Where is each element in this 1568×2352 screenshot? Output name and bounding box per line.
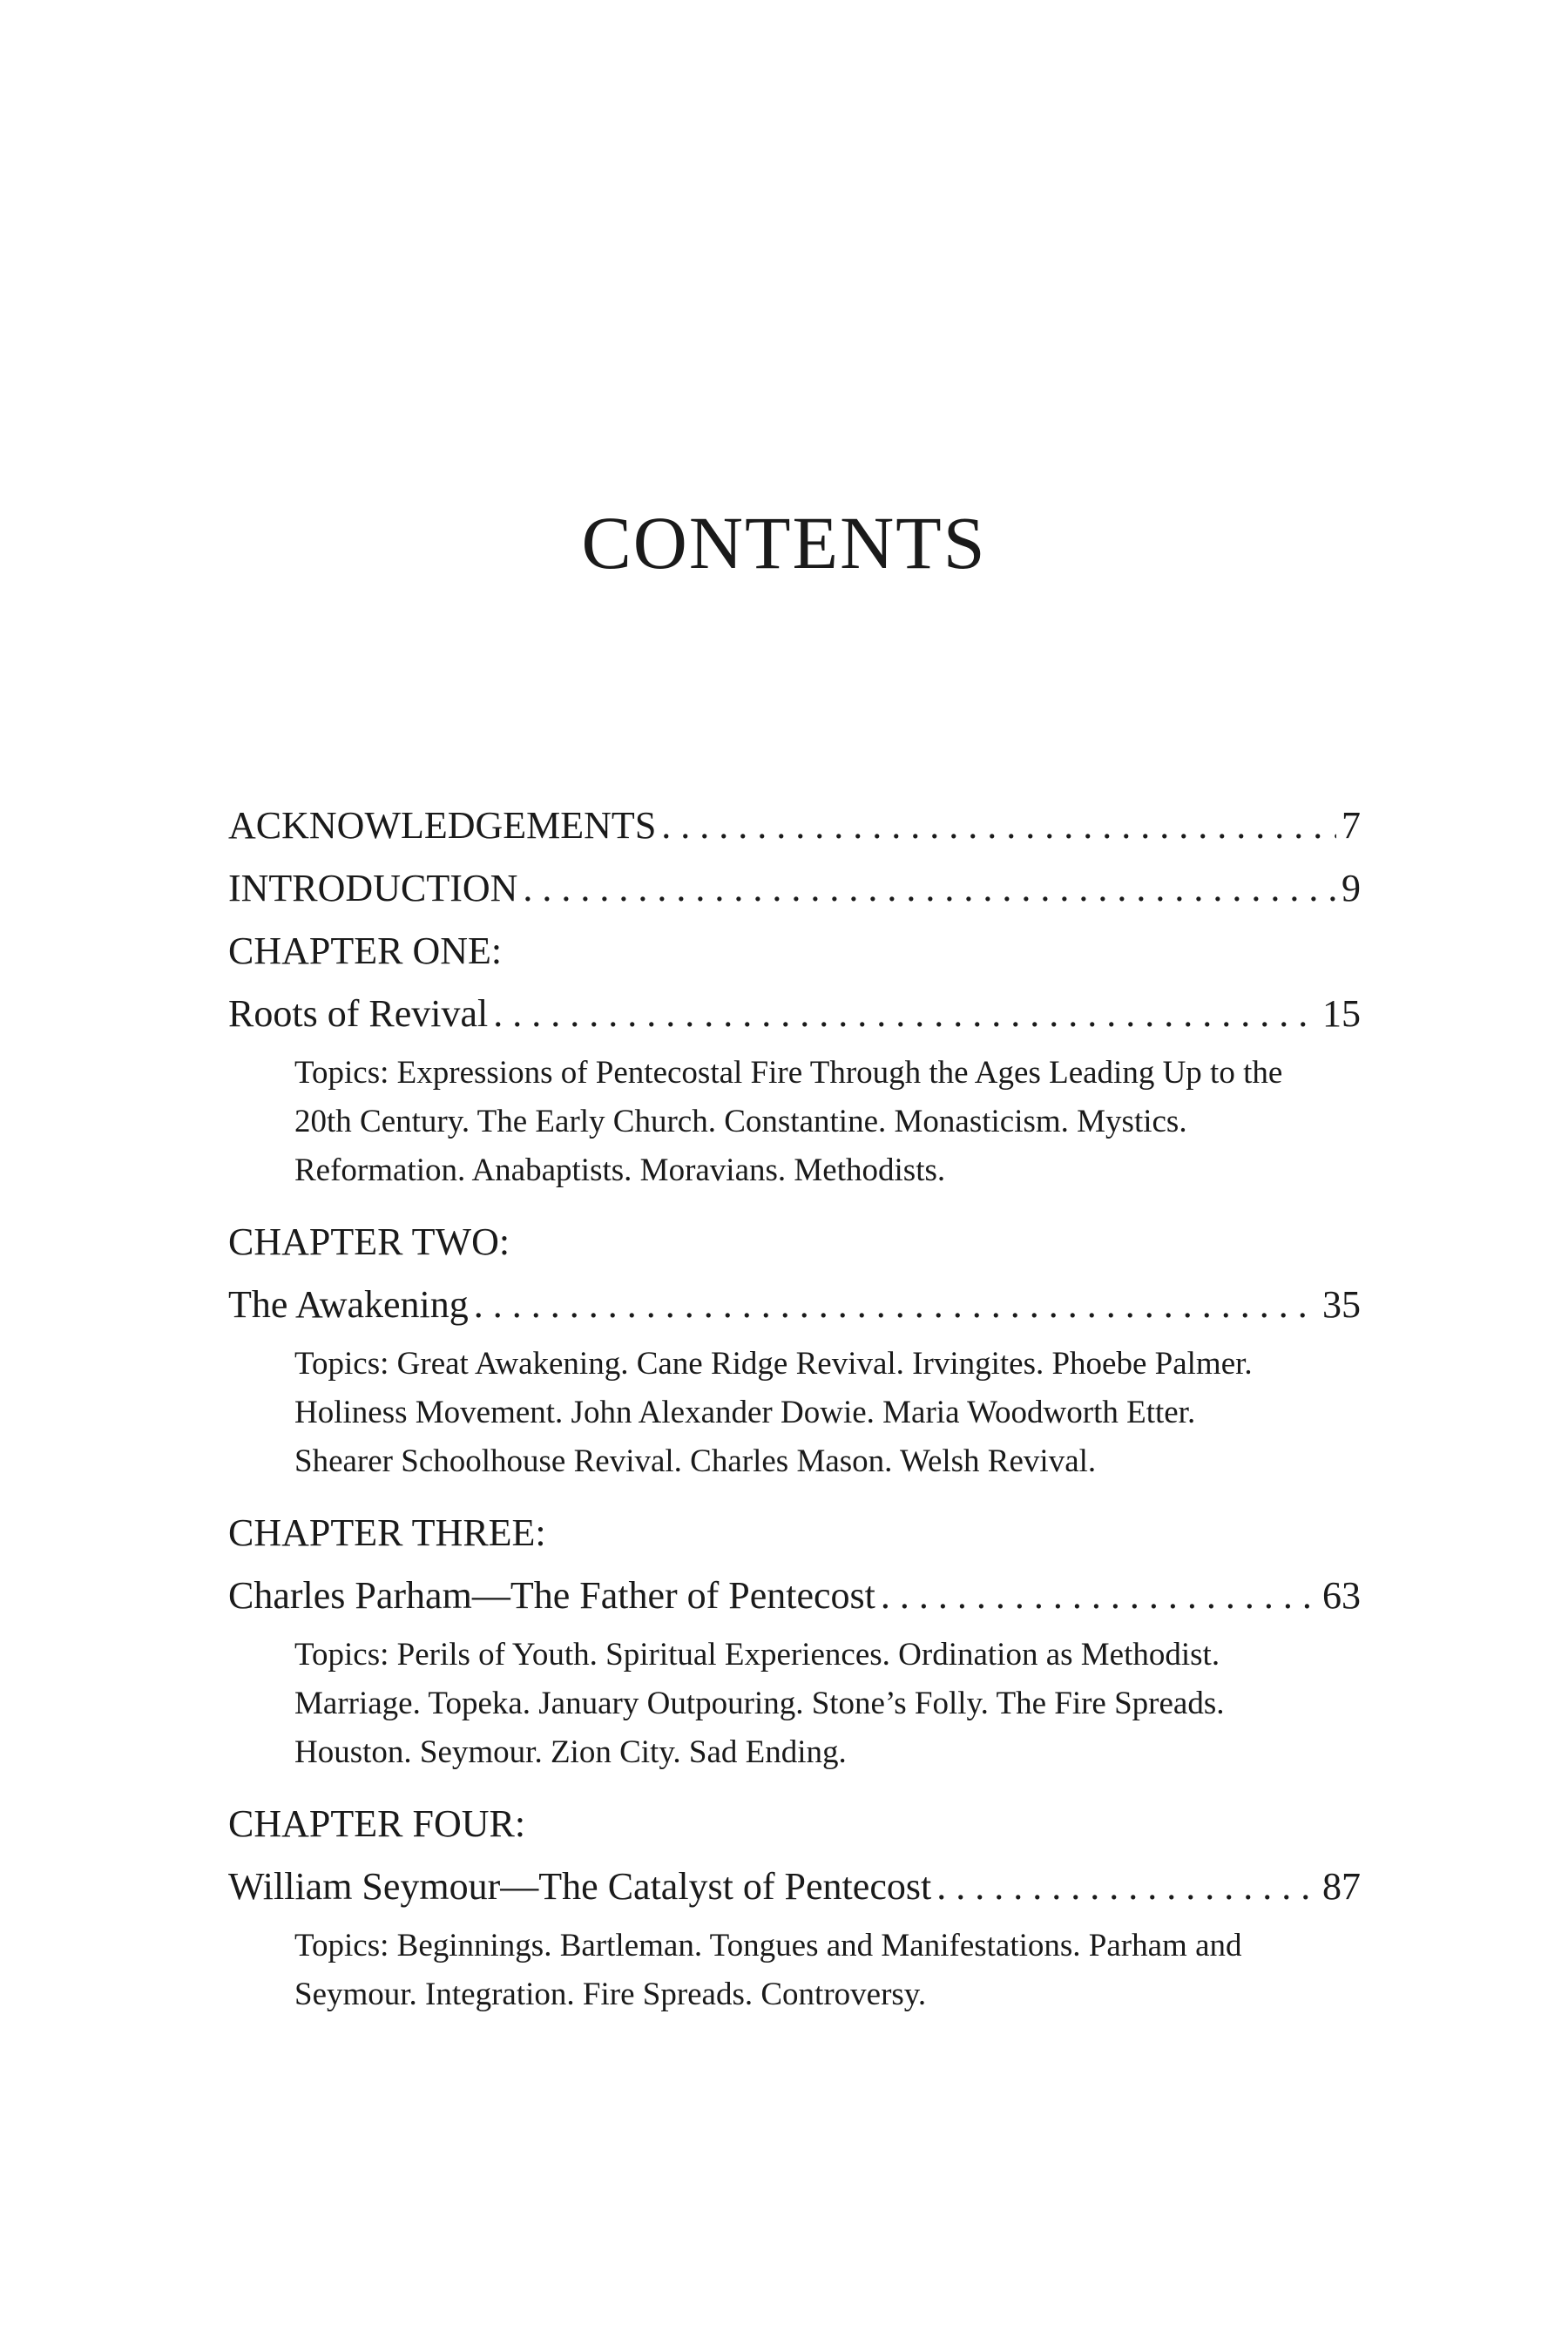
toc-entry-introduction [228,857,1361,920]
chapter-topics: Topics: Great Awakening. Cane Ridge Revival. Irvingites. Phoebe Palmer. Holiness Movement. John Alexander Dowie. Maria Woodworth Etter. Shearer Schoolhouse Revival. Charles Mason. Welsh Revival. [294,1346,1253,1479]
chapter-heading: CHAPTER THREE: [228,1511,546,1554]
chapter-topics: Topics: Expressions of Pentecostal Fire Through the Ages Leading Up to the 20th Century. The Early Church. Constantine. Monasticism. Mystics. Reformation. Anabaptists. Moravians. Methodists. [294,1055,1283,1188]
page-title: CONTENTS [581,501,987,585]
toc-entry-chapter [228,983,1361,1045]
table-of-contents [228,794,1361,2035]
dot-leader [493,983,1317,1045]
chapter-title: The Awakening [228,1283,469,1326]
dot-leader [881,1565,1317,1627]
toc-entry-chapter [228,1274,1361,1336]
toc-page-number: 87 [1322,1865,1361,1908]
dot-leader [936,1855,1317,1918]
toc-page-number: 9 [1342,867,1361,909]
chapter-topics: Topics: Perils of Youth. Spiritual Experiences. Ordination as Methodist. Marriage. Topeka. January Outpouring. Stone’s Folly. The Fire Spreads. Houston. Seymour. Zion City. Sad Ending. [294,1637,1225,1770]
toc-entry-label: ACKNOWLEDGEMENTS [228,804,657,847]
toc-page-number: 7 [1342,804,1361,847]
toc-entry-acknowledgements [228,794,1361,857]
chapter-title: Charles Parham—The Father of Pentecost [228,1574,875,1617]
toc-page-number: 15 [1322,992,1361,1035]
chapter-heading: CHAPTER FOUR: [228,1802,526,1845]
dot-leader [661,794,1336,857]
toc-page-number: 35 [1322,1283,1361,1326]
dot-leader [523,857,1336,920]
chapter-title: Roots of Revival [228,992,489,1035]
dot-leader [474,1274,1317,1336]
chapter-heading: CHAPTER TWO: [228,1220,510,1263]
toc-entry-label: INTRODUCTION [228,867,518,909]
chapter-topics: Topics: Beginnings. Bartleman. Tongues and Manifestations. Parham and Seymour. Integration. Fire Spreads. Controversy. [294,1928,1242,2012]
toc-entry-chapter [228,1855,1361,1918]
chapter-heading: CHAPTER ONE: [228,929,503,972]
chapter-title: William Seymour—The Catalyst of Pentecost [228,1865,932,1908]
toc-entry-chapter [228,1565,1361,1627]
toc-page-number: 63 [1322,1574,1361,1617]
